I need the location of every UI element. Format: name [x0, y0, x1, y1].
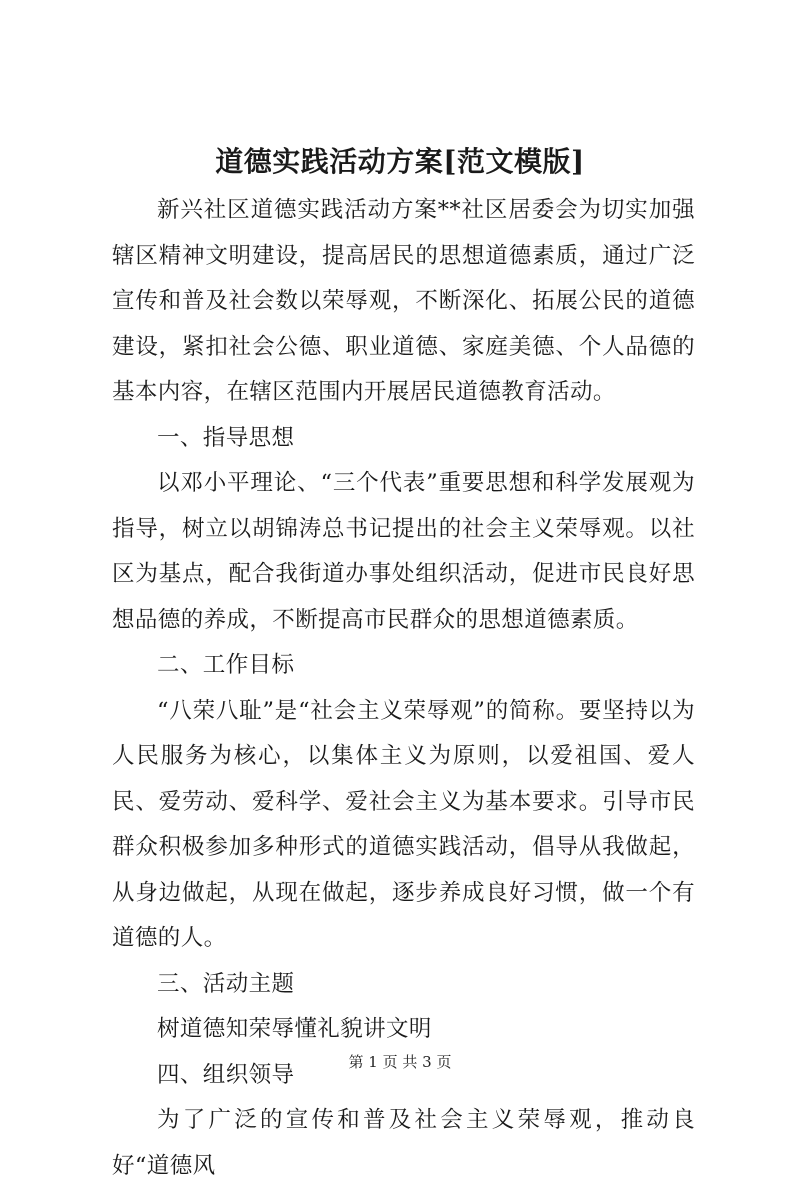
- section-heading-work-goals: 二、工作目标: [157, 652, 295, 678]
- paragraph-work-goals: “八荣八耻”是“社会主义荣辱观”的简称。要坚持以为人民服务为核心，以集体主义为原则，以爱祖国、爱人民、爱劳动、爱科学、爱社会主义为基本要求。引导市民群众积极参加多种形式的道德实践活动，倡导从我做起，从身边做起，从现在做起，逐步养成良好习惯，做一个有道德的人。: [112, 697, 695, 951]
- section-heading-activity-theme: 三、活动主题: [157, 970, 295, 997]
- paragraph-organization: 为了广泛的宣传和普及社会主义荣辱观，推动良好“道德风: [112, 1107, 695, 1179]
- document-title: 道德实践活动方案[范文模版]: [215, 145, 585, 178]
- activity-theme-text: 树道德知荣辱懂礼貌讲文明: [157, 1016, 432, 1042]
- document-body: [112, 188, 695, 1189]
- page-number-footer: 第 1 页 共 3 页: [348, 1053, 452, 1071]
- paragraph-intro: 新兴社区道德实践活动方案**社区居委会为切实加强辖区精神文明建设，提高居民的思想道德素质，通过广泛宣传和普及社会数以荣辱观，不断深化、拓展公民的道德建设，紧扣社会公德、职业道德、家庭美德、个人品德的基本内容，在辖区范围内开展居民道德教育活动。: [112, 197, 695, 405]
- paragraph-guiding-thought: 以邓小平理论、“三个代表”重要思想和科学发展观为指导，树立以胡锦涛总书记提出的社会主义荣辱观。以社区为基点，配合我街道办事处组织活动，促进市民良好思想品德的养成，不断提高市民群众的思想道德素质。: [112, 470, 695, 633]
- section-heading-guiding-thought: 一、指导思想: [157, 424, 295, 451]
- section-heading-organization: 四、组织领导: [157, 1061, 295, 1088]
